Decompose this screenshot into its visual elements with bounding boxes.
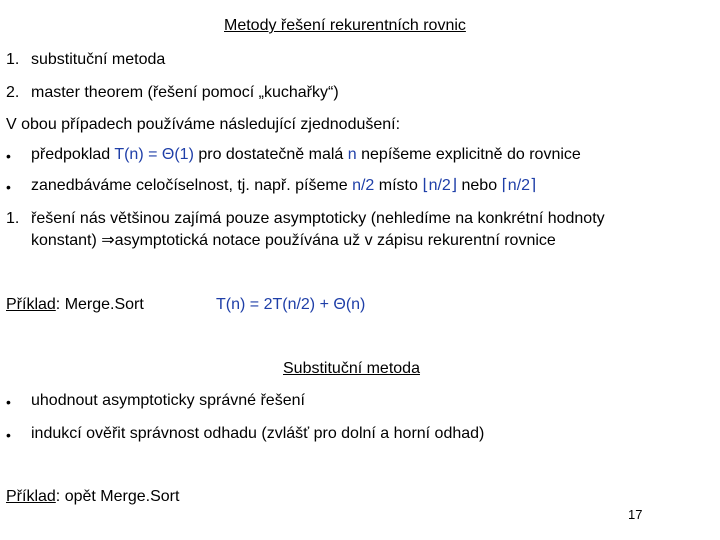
step-text: indukcí ověřit správnost odhadu (zvlášť pro dolní a horní odhad) xyxy=(31,425,485,442)
list-number: 1. xyxy=(6,51,20,68)
page-number: 17 xyxy=(628,507,643,522)
note-line: řešení nás většinou zajímá pouze asymptoticky (nehledíme na konkrétní hodnoty xyxy=(31,210,605,227)
step-text: uhodnout asymptoticky správné řešení xyxy=(31,392,305,409)
list-number: 2. xyxy=(6,84,20,101)
list-number: 1. xyxy=(6,210,20,227)
example-colon: : Merge.Sort xyxy=(55,296,144,313)
bullet-icon: • xyxy=(6,148,11,164)
bullet-icon: • xyxy=(6,427,11,443)
page-title: Metody řešení rekurentních rovnic xyxy=(224,17,466,34)
bullet-text xyxy=(31,176,536,196)
example-colon: : opět Merge.Sort xyxy=(55,488,180,505)
list-item-text: substituční metoda xyxy=(31,51,166,68)
example-text xyxy=(6,295,144,315)
formula: T(n) = Θ(1) xyxy=(114,146,194,163)
text-segment: nepíšeme explicitně do rovnice xyxy=(356,146,581,163)
formula: ⌊n/2⌋ xyxy=(422,177,458,194)
text-segment: pro dostatečně malá xyxy=(193,146,348,163)
text-segment: předpoklad xyxy=(31,146,115,163)
simplification-intro: V obou případech používáme následující zjednodušení: xyxy=(6,116,401,133)
bullet-icon: • xyxy=(6,179,11,195)
bullet-icon: • xyxy=(6,394,11,410)
note-line: konstant) ⇒asymptotická notace používána už v zápisu rekurentní rovnice xyxy=(31,232,556,249)
text-segment: zanedbáváme celočíselnost, tj. např. píšeme xyxy=(31,177,353,194)
variable: n xyxy=(347,146,357,163)
list-item-text: master theorem (řešení pomocí „kuchařky“) xyxy=(31,84,339,101)
example-label: Příklad xyxy=(6,488,56,505)
recurrence-formula: T(n) = 2T(n/2) + Θ(n) xyxy=(216,296,366,313)
example-label: Příklad xyxy=(6,296,56,313)
formula: n/2 xyxy=(352,177,375,194)
text-segment: nebo xyxy=(457,177,502,194)
bullet-text xyxy=(31,145,581,165)
text-segment: místo xyxy=(374,177,423,194)
example-mergesort-again xyxy=(6,487,179,507)
formula: ⌈n/2⌉ xyxy=(501,177,537,194)
section-title: Substituční metoda xyxy=(283,360,420,377)
